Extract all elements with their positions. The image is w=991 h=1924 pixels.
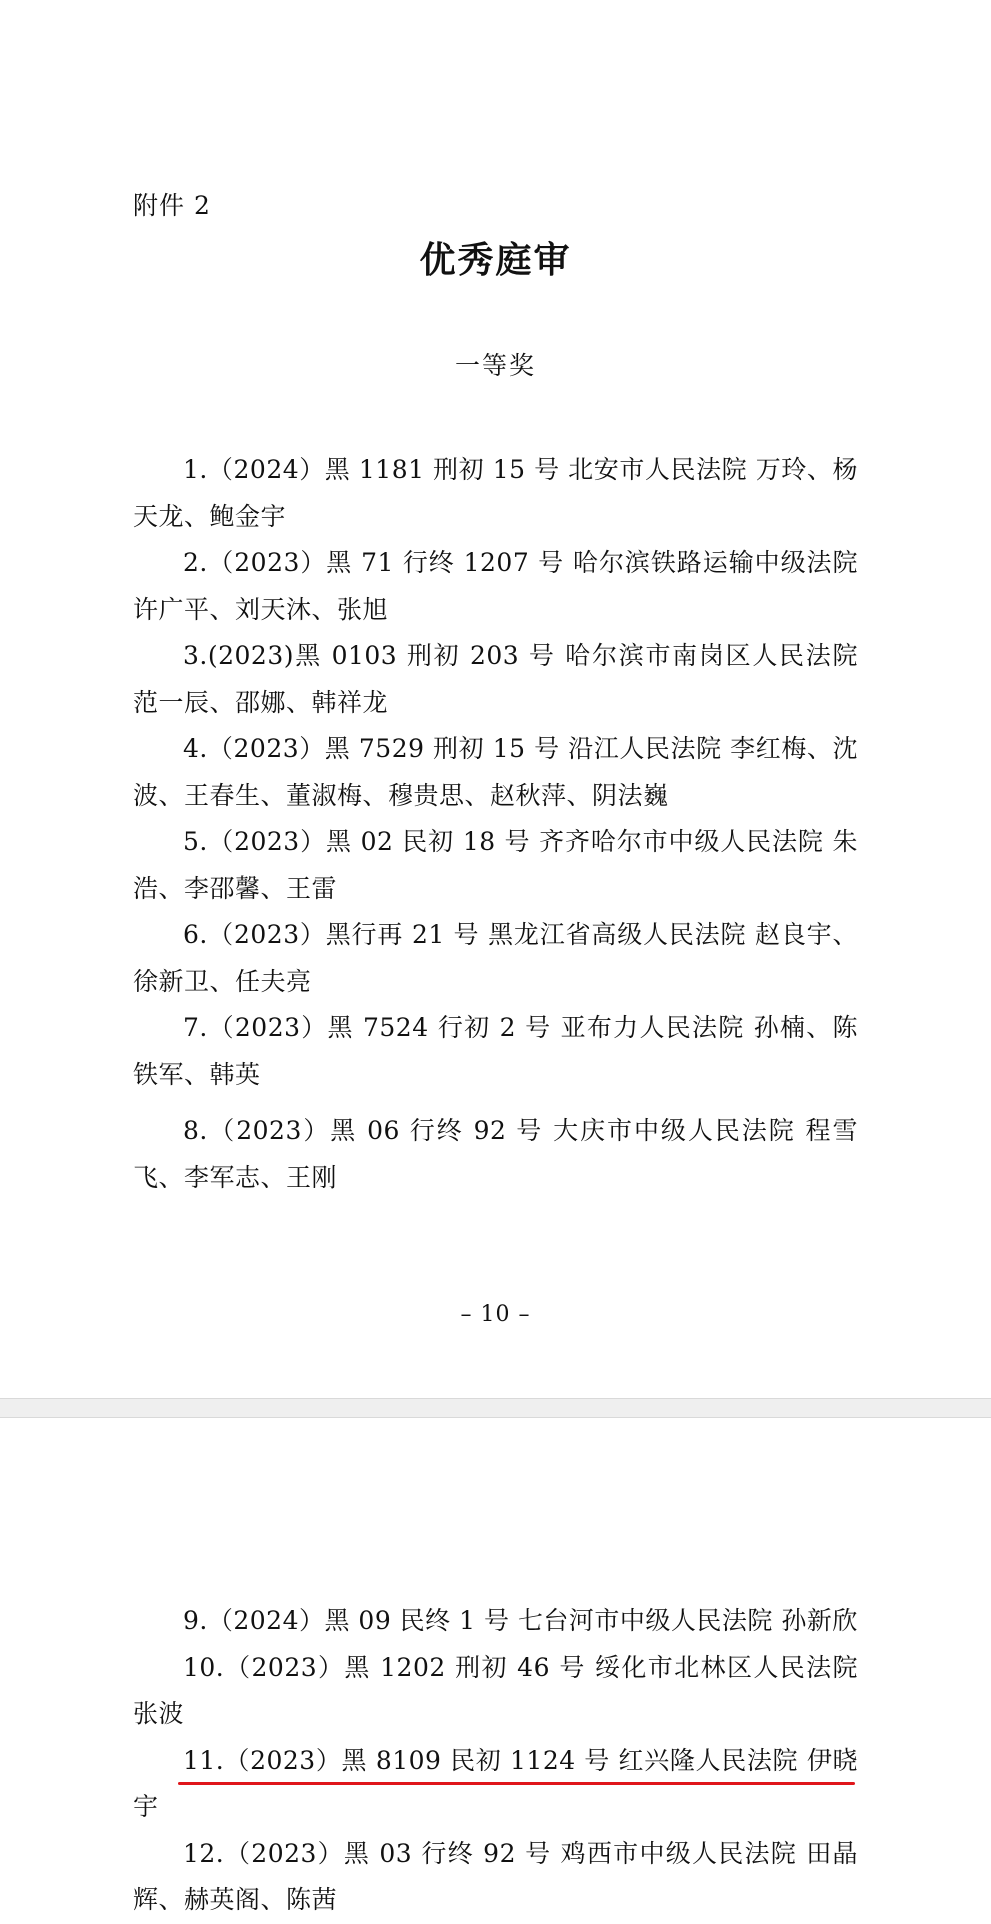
attachment-label: 附件 2 — [133, 191, 211, 220]
page-separator — [0, 1398, 991, 1418]
entry-list-page-1 — [133, 447, 858, 1201]
list-item: 6.（2023）黑行再 21 号 黑龙江省高级人民法院 赵良宇、徐新卫、任夫亮 — [133, 920, 858, 996]
list-item: 10.（2023）黑 1202 刑初 46 号 绥化市北林区人民法院 张波 — [133, 1652, 858, 1728]
entry-list-page-2 — [133, 1598, 858, 1924]
highlighted-list-item: 11.（2023）黑 8109 民初 1124 号 红兴隆人民法院 伊晓宇 — [133, 1745, 858, 1821]
section-title: 一等奖 — [454, 351, 536, 380]
list-item: 4.（2023）黑 7529 刑初 15 号 沿江人民法院 李红梅、沈波、王春生、董淑梅、穆贵思、赵秋萍、阴法巍 — [133, 734, 858, 810]
list-item: 7.（2023）黑 7524 行初 2 号 亚布力人民法院 孙楠、陈铁军、韩英 — [133, 1013, 858, 1089]
list-item: 1.（2024）黑 1181 刑初 15 号 北安市人民法院 万玲、杨天龙、鲍金宇 — [133, 455, 858, 531]
page-number: – 10 – — [460, 1302, 531, 1327]
list-item: 5.（2023）黑 02 民初 18 号 齐齐哈尔市中级人民法院 朱浩、李邵馨、王雷 — [133, 827, 858, 903]
list-item: 9.（2024）黑 09 民终 1 号 七台河市中级人民法院 孙新欣 — [183, 1606, 858, 1635]
list-item: 12.（2023）黑 03 行终 92 号 鸡西市中级人民法院 田晶辉、赫英阁、陈茜 — [133, 1838, 858, 1914]
list-item: 3.(2023)黑 0103 刑初 203 号 哈尔滨市南岗区人民法院 范一辰、邵娜、韩祥龙 — [133, 641, 858, 717]
document-title: 优秀庭审 — [419, 239, 572, 281]
red-underline-annotation — [178, 1782, 855, 1785]
list-item: 2.（2023）黑 71 行终 1207 号 哈尔滨铁路运输中级法院 许广平、刘天沐、张旭 — [133, 548, 858, 624]
list-item: 8.（2023）黑 06 行终 92 号 大庆市中级人民法院 程雪飞、李军志、王刚 — [133, 1116, 858, 1192]
